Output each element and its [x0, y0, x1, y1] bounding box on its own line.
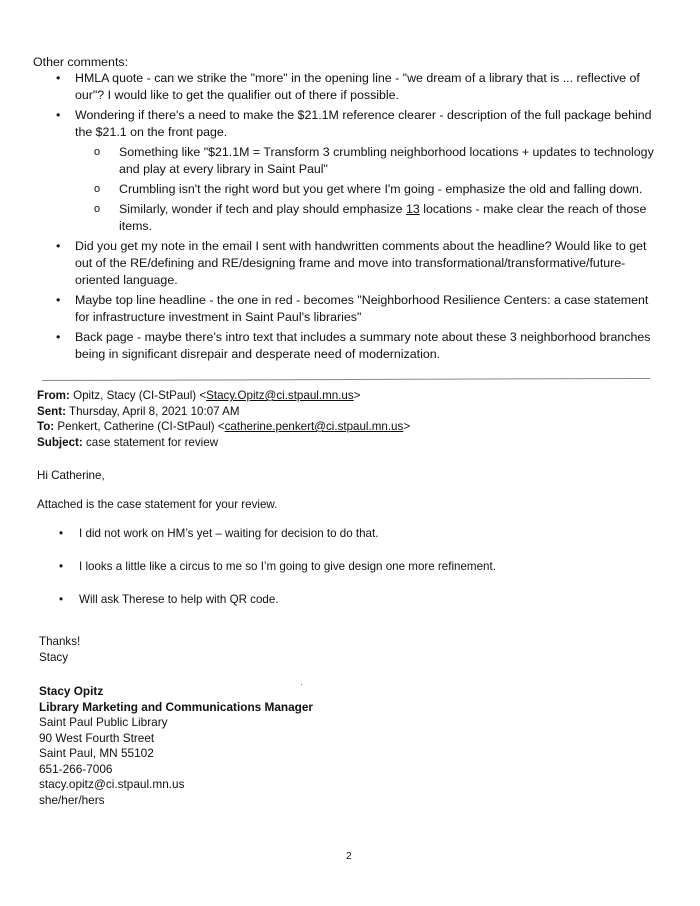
email-body-item-text: Will ask Therese to help with QR code.	[79, 593, 279, 606]
to-name: Penkert, Catherine (CI-StPaul) <	[57, 420, 225, 433]
signature-phone: 651-266-7006	[39, 761, 113, 776]
email-header	[37, 388, 410, 450]
to-label: To:	[37, 420, 55, 433]
comment-sub-item	[75, 181, 663, 198]
email-from-row	[37, 388, 410, 404]
comment-text: Did you get my note in the email I sent with handwritten comments about the headline? Would like to get out of the RE/defining and RE/designing frame and move into transformational/transformative/future-oriented language.	[75, 239, 647, 287]
comment-sub-text: Something like "$21.1M = Transform 3 crumbling neighborhood locations + updates to technology and play at every library in Saint Paul"	[119, 145, 654, 176]
to-close: >	[403, 420, 411, 433]
signature-email: stacy.opitz@ci.stpaul.mn.us	[39, 777, 185, 791]
underlined-number: 13	[405, 202, 420, 216]
email-body-list	[57, 525, 496, 624]
email-divider	[42, 378, 650, 381]
to-email-link[interactable]: catherine.penkert@ci.stpaul.mn.us	[224, 420, 404, 433]
signoff-name: Stacy	[39, 650, 68, 664]
email-subject-row	[37, 435, 410, 451]
comment-sub-text: Crumbling isn't the right word but you get where I'm going - emphasize the old and falling down.	[119, 182, 643, 196]
comment-text: Maybe top line headline - the one in red - becomes "Neighborhood Resilience Centers: a case statement for infrastructure investment in Saint Paul's libraries"	[75, 293, 649, 324]
comment-item	[53, 70, 663, 104]
signature-name: Stacy Opitz	[39, 684, 104, 698]
email-body-item-text: I did not work on HM’s yet – waiting for decision to do that.	[79, 527, 379, 540]
comment-sub-item	[75, 201, 663, 235]
signature-title: Library Marketing and Communications Manager	[39, 699, 314, 714]
circle-bullet-icon: o	[94, 183, 101, 195]
comment-item	[53, 329, 663, 363]
bullet-icon: •	[56, 108, 61, 122]
email-signoff	[39, 634, 80, 665]
email-body-item-text: I looks a little like a circus to me so I’m going to give design one more refinement.	[79, 560, 496, 573]
email-body-item	[57, 558, 496, 575]
comment-text: Wondering if there's a need to make the $21.1M reference clearer - description of the full package behind the $21.1 on the front page.	[75, 108, 652, 139]
signature-pronouns: she/her/hers	[39, 792, 105, 807]
sent-value: Thursday, April 8, 2021 10:07 AM	[69, 404, 240, 418]
from-label: From:	[37, 389, 70, 402]
bullet-icon: •	[56, 330, 61, 344]
subject-label: Subject:	[37, 435, 83, 449]
email-greeting: Hi Catherine,	[37, 469, 105, 482]
bullet-icon: •	[59, 560, 64, 573]
bullet-icon: •	[56, 293, 61, 307]
email-to-row	[37, 419, 410, 435]
bullet-icon: •	[59, 593, 64, 606]
sent-label: Sent:	[37, 404, 66, 418]
signoff-text: Thanks!	[39, 635, 81, 648]
comments-heading: Other comments:	[33, 55, 129, 69]
email-body-item	[57, 525, 496, 542]
comment-item	[53, 107, 663, 235]
signature-street: 90 West Fourth Street	[39, 730, 155, 745]
comments-list	[53, 70, 663, 366]
from-name: Opitz, Stacy (CI-StPaul) <	[73, 389, 207, 402]
email-intro: Attached is the case statement for your review.	[37, 498, 278, 511]
bullet-icon: •	[56, 71, 61, 85]
comment-item	[53, 292, 663, 326]
email-sent-row	[37, 404, 410, 420]
subject-value: case statement for review	[85, 435, 219, 449]
email-body-item	[57, 591, 496, 608]
comment-item	[53, 238, 663, 289]
signature-org: Saint Paul Public Library	[39, 715, 168, 729]
bullet-icon: •	[56, 239, 61, 253]
comment-sub-item	[75, 144, 663, 178]
comment-text: Back page - maybe there's intro text that includes a summary note about these 3 neighborhood branches being in significant disrepair and desperate need of modernization.	[75, 330, 651, 361]
bullet-icon: •	[59, 527, 64, 540]
comment-sub-list	[75, 144, 663, 235]
comment-sub-text-before: Similarly, wonder if tech and play should emphasize	[119, 202, 406, 216]
from-email-link[interactable]: Stacy.Opitz@ci.stpaul.mn.us	[206, 389, 354, 402]
comment-text: HMLA quote - can we strike the "more" in the opening line - "we dream of a library that is ... reflective of our"? I would like to get the qualifier out of there if possible.	[75, 71, 640, 102]
from-close: >	[353, 389, 361, 402]
signature-city: Saint Paul, MN 55102	[39, 746, 154, 760]
page-number: 2	[346, 851, 352, 862]
circle-bullet-icon: o	[94, 146, 101, 158]
comment-sub-text-after: locations - make clear the reach of those items.	[119, 202, 647, 233]
circle-bullet-icon: o	[94, 203, 101, 215]
email-signature	[39, 684, 313, 808]
